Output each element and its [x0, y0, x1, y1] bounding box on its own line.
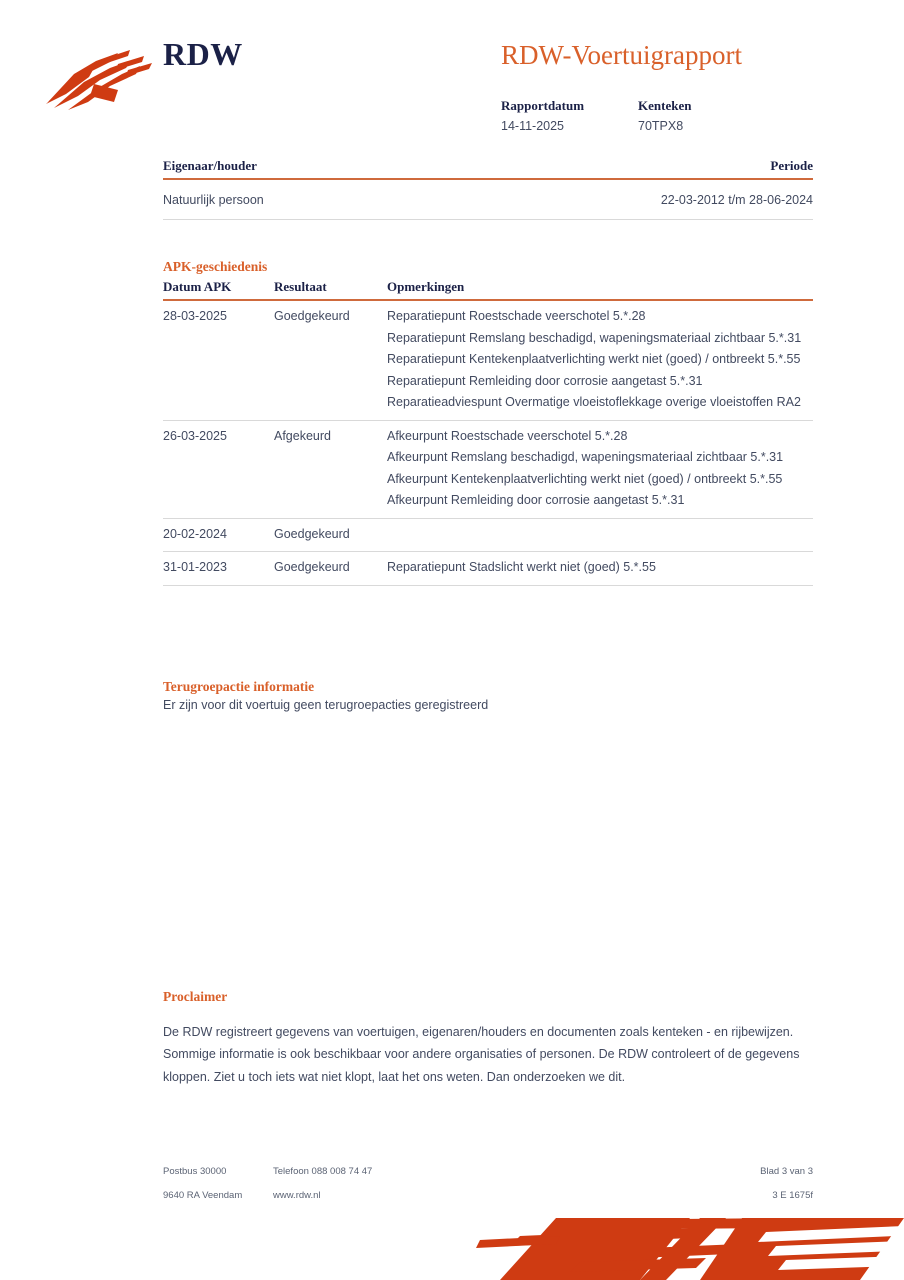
period-label: Periode [770, 158, 813, 173]
remark-line: Reparatiepunt Remslang beschadigd, wapeningsmateriaal zichtbaar 5.*.31 [387, 330, 802, 345]
report-meta [501, 97, 691, 136]
remark-line: Reparatiepunt Remleiding door corrosie aangetast 5.*.31 [387, 373, 703, 388]
plate-block [638, 97, 691, 136]
remark-line: Reparatiepunt Stadslicht werkt niet (goed) 5.*.55 [387, 560, 656, 574]
rdw-wordmark: RDW [163, 36, 243, 72]
table-row [163, 552, 813, 586]
page-header [0, 0, 904, 150]
footer-postbus: Postbus 30000 [163, 1166, 227, 1177]
remark-line: Reparatiepunt Roestschade veerschotel 5.*.28 [387, 309, 646, 323]
plate-label: Kenteken [638, 98, 692, 113]
footer-form-code: 3 E 1675f [772, 1189, 813, 1201]
column-header-opmerkingen: Opmerkingen [387, 279, 465, 294]
apk-history-table [163, 279, 813, 586]
remark-line: Afkeurpunt Remleiding door corrosie aangetast 5.*.31 [387, 493, 685, 507]
rdw-feather-icon [44, 44, 156, 110]
table-row [163, 420, 813, 518]
owner-name: Natuurlijk persoon [163, 193, 264, 207]
cell-resultaat: Goedgekeurd [274, 518, 387, 552]
page-footer [163, 1167, 813, 1214]
owner-row-divider [163, 219, 813, 220]
footer-row-2 [163, 1191, 813, 1215]
owner-row [163, 180, 813, 219]
rdw-bottom-graphic-icon [0, 1216, 904, 1280]
owner-section [163, 158, 813, 220]
footer-city: 9640 RA Veendam [163, 1189, 243, 1201]
cell-datum: 26-03-2025 [163, 420, 274, 518]
remark-line: Reparatiepunt Kentekenplaatverlichting werkt niet (goed) / ontbreekt 5.*.55 [387, 352, 801, 366]
footer-page-indicator: Blad 3 van 3 [760, 1166, 813, 1177]
column-header-resultaat: Resultaat [274, 279, 327, 294]
plate-value: 70TPX8 [638, 118, 684, 133]
table-header-row [163, 279, 813, 300]
report-date-value: 14-11-2025 [501, 118, 565, 133]
footer-row-1 [163, 1167, 813, 1191]
recall-body: Er zijn voor dit voertuig geen terugroepacties geregistreerd [163, 698, 489, 712]
footer-phone: Telefoon 088 008 74 47 [273, 1166, 373, 1177]
proclaimer-section [163, 989, 813, 1088]
report-date-label: Rapportdatum [501, 98, 585, 113]
cell-resultaat: Goedgekeurd [274, 300, 387, 420]
cell-datum: 28-03-2025 [163, 300, 274, 420]
owner-section-header [163, 158, 813, 178]
table-row [163, 300, 813, 420]
cell-resultaat: Afgekeurd [274, 420, 387, 518]
remark-line: Afkeurpunt Kentekenplaatverlichting werkt niet (goed) / ontbreekt 5.*.55 [387, 471, 783, 486]
recall-section [163, 679, 813, 717]
apk-table-body [163, 300, 813, 585]
cell-datum: 20-02-2024 [163, 518, 274, 552]
cell-opmerkingen [387, 300, 813, 420]
apk-history-section [163, 259, 813, 586]
cell-opmerkingen [387, 420, 813, 518]
remark-line: Reparatieadviespunt Overmatige vloeistoflekkage overige vloeistoffen RA2 [387, 395, 801, 409]
proclaimer-title: Proclaimer [163, 989, 228, 1004]
owner-period: 22-03-2012 t/m 28-06-2024 [660, 193, 813, 207]
proclaimer-body: De RDW registreert gegevens van voertuigen, eigenaren/houders en documenten zoals kenteken - en rijbewijzen. Sommige informatie is ook beschikbaar voor andere organisaties of personen. De RDW controleert of de gegevens kloppen. Ziet u toch iets wat niet klopt, laat het ons weten. Dan onderzoeken we dit. [163, 1025, 800, 1084]
recall-title: Terugroepactie informatie [163, 679, 315, 694]
table-row [163, 518, 813, 552]
apk-section-title: APK-geschiedenis [163, 259, 268, 274]
remark-line: Afkeurpunt Roestschade veerschotel 5.*.28 [387, 428, 628, 443]
footer-website[interactable]: www.rdw.nl [273, 1189, 321, 1201]
cell-opmerkingen [387, 552, 813, 586]
remark-line: Afkeurpunt Remslang beschadigd, wapeningsmateriaal zichtbaar 5.*.31 [387, 450, 784, 464]
owner-label: Eigenaar/houder [163, 158, 257, 173]
cell-resultaat: Goedgekeurd [274, 552, 387, 586]
cell-datum: 31-01-2023 [163, 552, 274, 586]
cell-opmerkingen [387, 518, 813, 552]
page-title: RDW-Voertuigrapport [501, 40, 742, 70]
report-date-block [501, 97, 638, 136]
column-header-datum: Datum APK [163, 279, 232, 294]
